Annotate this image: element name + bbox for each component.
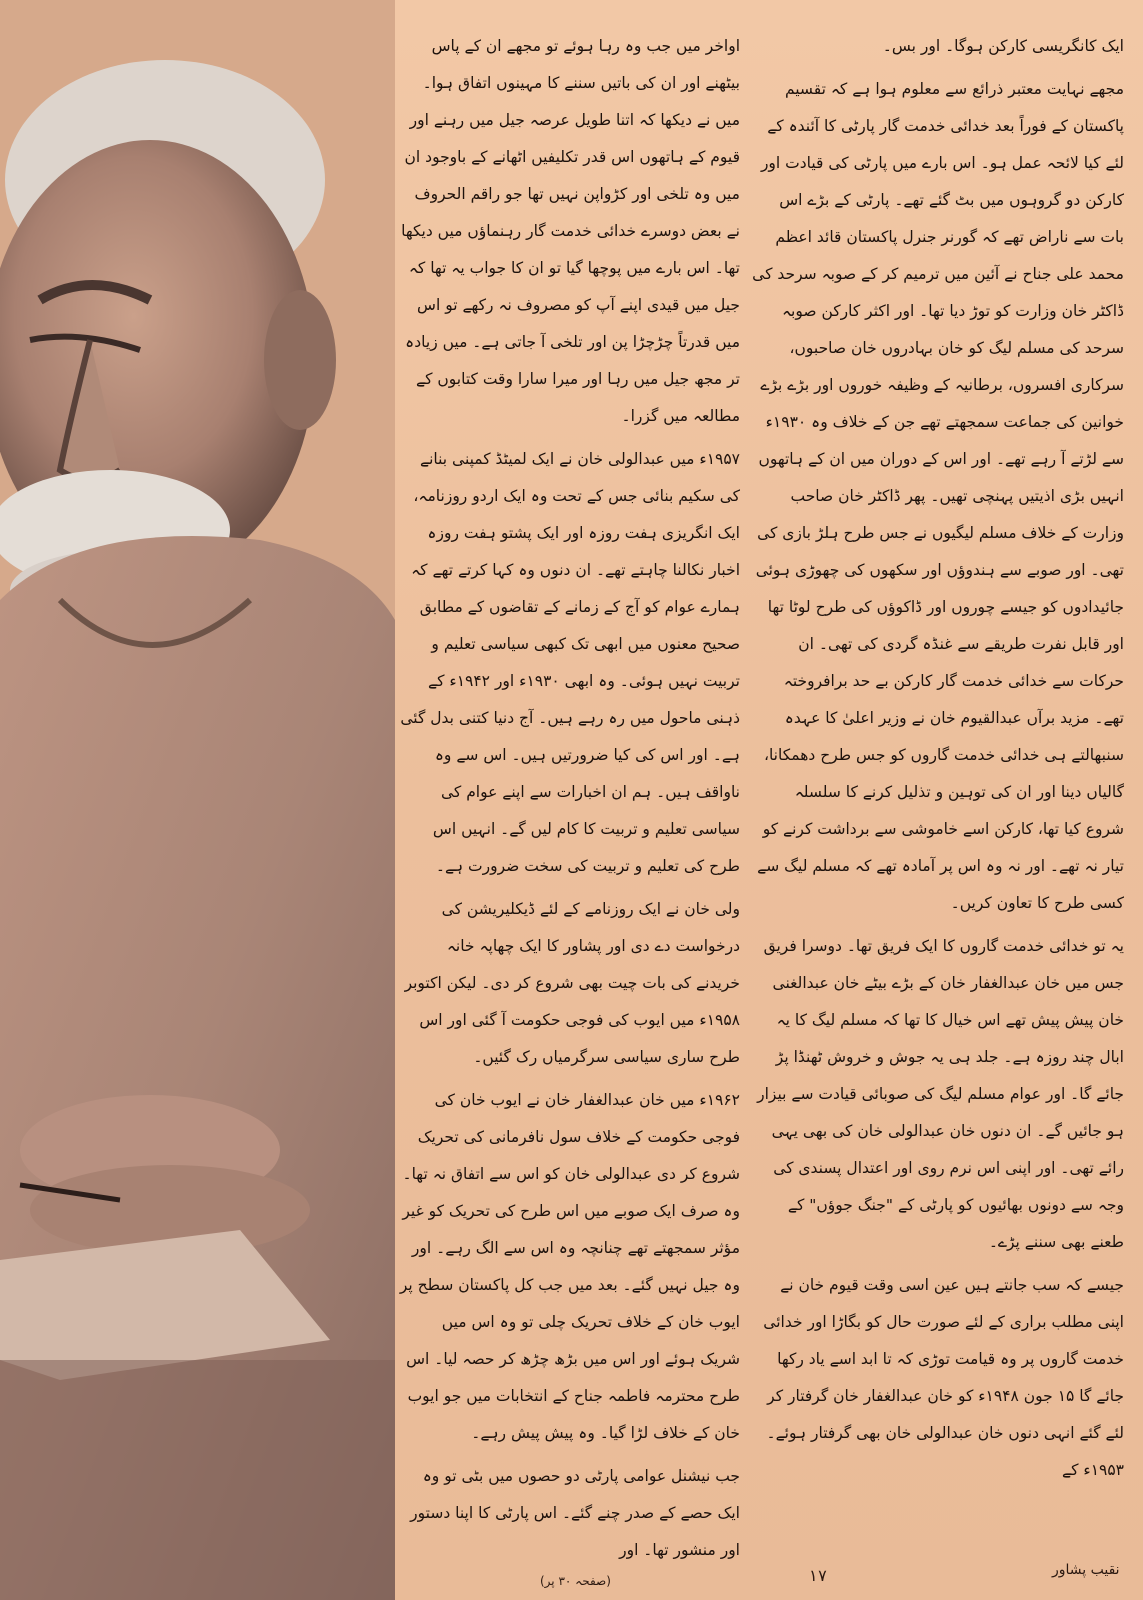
article-left-column (398, 28, 740, 1575)
portrait-photo-icon (0, 0, 395, 1600)
article-paragraph: جب نیشنل عوامی پارٹی دو حصوں میں بٹی تو وہ ایک حصے کے صدر چنے گئے۔ اس پارٹی کا اپنا دستور اور منشور تھا۔ اور (410, 1467, 740, 1559)
article-paragraph: جیسے کہ سب جانتے ہیں عین اسی وقت قیوم خان نے اپنی مطلب براری کے لئے صورت حال کو بگاڑا اور خدائی خدمت گاروں پر وہ قیامت توڑی کہ تا ابد اسے یاد رکھا جائے گا ۱۵ جون ۱۹۴۸ء کو خان عبدالغفار خان گرفتار کر لئے گئے انہی دنوں خان عبدالولی خان بھی گرفتار ہوئے۔ ۱۹۵۳ء کے (763, 1276, 1124, 1479)
article-paragraph: ۱۹۶۲ء میں خان عبدالغفار خان نے ایوب خان کی فوجی حکومت کے خلاف سول نافرمانی کی تحریک شروع کر دی عبدالولی خان کو اس سے اتفاق نہ تھا۔ وہ صرف ایک صوبے میں اس طرح کی تحریک کو غیر مؤثر سمجھتے تھے چنانچہ وہ اس سے الگ رہے۔ اور وہ جیل نہیں گئے۔ بعد میں جب کل پاکستان سطح پر ایوب خان کے خلاف تحریک چلی تو وہ اس میں شریک ہوئے اور اس میں بڑھ چڑھ کر حصہ لیا۔ اس طرح محترمہ فاطمہ جناح کے انتخابات میں جو ایوب خان کے خلاف لڑا گیا۔ وہ پیش پیش رہے۔ (399, 1091, 740, 1442)
publication-name: نقیب پشاور (1052, 1562, 1120, 1578)
article-paragraph: یہ تو خدائی خدمت گاروں کا ایک فریق تھا۔ دوسرا فریق جس میں خان عبدالغفار خان کے بڑے بیٹے خان عبدالغنی خان پیش پیش تھے اس خیال کا تھا کہ مسلم لیگ کا یہ ابال چند روزہ ہے۔ جلد ہی یہ جوش و خروش ٹھنڈا پڑ جائے گا۔ اور عوام مسلم لیگ کی صوبائی قیادت سے بیزار ہو جائیں گے۔ ان دنوں خان عبدالولی خان کی بھی یہی رائے تھی۔ اور اپنی اس نرم روی اور اعتدال پسندی کی وجہ سے دونوں بھائیوں کو پارٹی کے "جنگ جوؤں" کے طعنے بھی سننے پڑے۔ (757, 937, 1124, 1251)
article-paragraph: ولی خان نے ایک روزنامے کے لئے ڈیکلیریشن کی درخواست دے دی اور پشاور کا ایک چھاپہ خانہ خریدنے کی بات چیت بھی شروع کر دی۔ لیکن اکتوبر ۱۹۵۸ء میں ایوب کی فوجی حکومت آ گئی اور اس طرح ساری سیاسی سرگرمیاں رک گئیں۔ (404, 900, 740, 1066)
continued-note: (صفحہ ۳۰ پر) (540, 1574, 611, 1588)
article-paragraph: ایک کانگریسی کارکن ہوگا۔ اور بس۔ (882, 37, 1124, 55)
article-right-column (752, 28, 1124, 1495)
article-paragraph: ۱۹۵۷ء میں عبدالولی خان نے ایک لمیٹڈ کمپنی بنانے کی سکیم بنائی جس کے تحت وہ ایک اردو روزنامہ، ایک انگریزی ہفت روزہ اور ایک پشتو ہفت روزہ اخبار نکالنا چاہتے تھے۔ ان دنوں وہ کہا کرتے تھے کہ ہمارے عوام کو آج کے زمانے کے تقاضوں کے مطابق صحیح معنوں میں ابھی تک کبھی سیاسی تعلیم و تربیت نہیں ہوئی۔ وہ ابھی ۱۹۳۰ء اور ۱۹۴۲ء کے ذہنی ماحول میں رہ رہے ہیں۔ آج دنیا کتنی بدل گئی ہے۔ اور اس کی کیا ضرورتیں ہیں۔ اس سے وہ ناواقف ہیں۔ ہم ان اخبارات سے اپنے عوام کی سیاسی تعلیم و تربیت کا کام لیں گے۔ انہیں اس طرح کی تعلیم و تربیت کی سخت ضرورت ہے۔ (400, 450, 740, 875)
article-paragraph: اواخر میں جب وہ رہا ہوئے تو مجھے ان کے پاس بیٹھنے اور ان کی باتیں سننے کا مہینوں اتفاق ہوا۔ میں نے دیکھا کہ اتنا طویل عرصہ جیل میں رہنے اور قیوم کے ہاتھوں اس قدر تکلیفیں اٹھانے کے باوجود ان میں وہ تلخی اور کڑواپن نہیں تھا جو راقم الحروف نے بعض دوسرے خدائی خدمت گار رہنماؤں میں دیکھا تھا۔ اس بارے میں پوچھا گیا تو ان کا جواب یہ تھا کہ جیل میں قیدی اپنے آپ کو مصروف نہ رکھے تو اس میں قدرتاً چڑچڑا پن اور تلخی آ جاتی ہے۔ میں زیادہ تر مجھ جیل میں رہا اور میرا سارا وقت کتابوں کے مطالعہ میں گزرا۔ (401, 37, 740, 425)
portrait-photo (0, 0, 395, 1600)
page-number: ۱۷ (808, 1566, 828, 1585)
article-paragraph: مجھے نہایت معتبر ذرائع سے معلوم ہوا ہے کہ تقسیم پاکستان کے فوراً بعد خدائی خدمت گار پارٹی کا آئندہ کے لئے کیا لائحہ عمل ہو۔ اس بارے میں پارٹی کی قیادت اور کارکن دو گروہوں میں بٹ گئے تھے۔ پارٹی کے بڑے اس بات سے ناراض تھے کہ گورنر جنرل پاکستان قائد اعظم محمد علی جناح نے آئین میں ترمیم کر کے صوبہ سرحد کی ڈاکٹر خان وزارت کو توڑ دیا تھا۔ اور اکثر کارکن صوبہ سرحد کی مسلم لیگ کو خان بہادروں خان صاحبوں، سرکاری افسروں، برطانیہ کے وظیفہ خوروں اور بڑے بڑے خوانین کی جماعت سمجھتے تھے جن کے خلاف وہ ۱۹۳۰ء سے لڑتے آ رہے تھے۔ اور اس کے دوران میں ان کے ہاتھوں انہیں بڑی اذیتیں پہنچی تھیں۔ پھر ڈاکٹر خان صاحب وزارت کے خلاف مسلم لیگیوں نے جس طرح ہلڑ بازی کی تھی۔ اور صوبے سے ہندوؤں اور سکھوں کی چھوڑی ہوئی جائیدادوں کو جیسے چوروں اور ڈاکوؤں کی طرح لوٹا تھا اور قابل نفرت طریقے سے غنڈہ گردی کی تھی۔ ان حرکات سے خدائی خدمت گار کارکن بے حد برافروختہ تھے۔ مزید برآں عبدالقیوم خان نے وزیر اعلیٰ کا عہدہ سنبھالتے ہی خدائی خدمت گاروں کو جس طرح دھمکانا، گالیاں دینا اور ان کی توہین و تذلیل کرنے کا سلسلہ شروع کیا تھا، کارکن اسے خاموشی سے برداشت کرنے کو تیار نہ تھے۔ اور نہ وہ اس پر آمادہ تھے کہ مسلم لیگ سے کسی طرح کا تعاون کریں۔ (752, 80, 1124, 912)
